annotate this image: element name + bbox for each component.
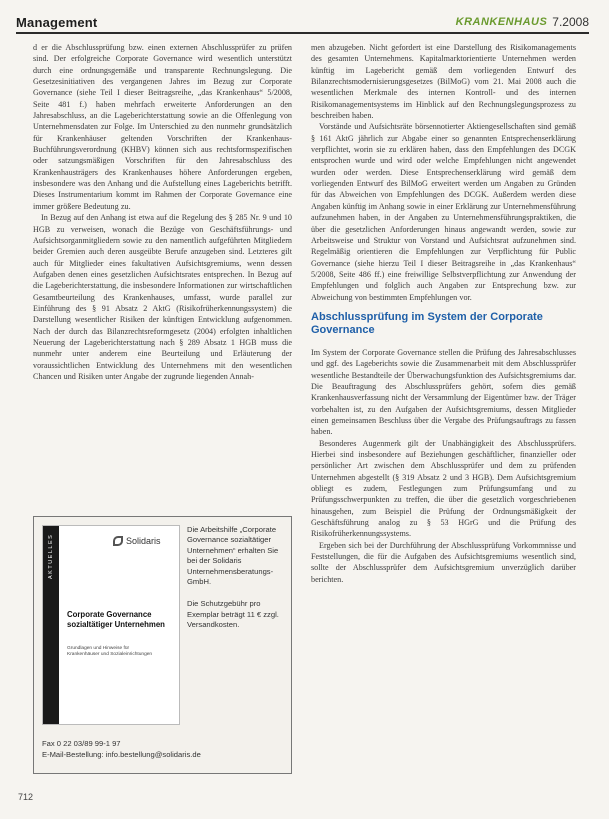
paragraph: In Bezug auf den Anhang ist etwa auf die Regelung des § 285 Nr. 9 und 10 HGB zu verweisen, wonach die Bezüge von Geschäftsführungs- und Aufsichtsorganmitgliedern sowie zu den namentlich aufgeführten Mitgliedern beider Gremien auch deren ausgeübte Berufe anzugeben sind. Letzteres gilt auch für Mitglieder eines fakultativen Aufsichtsgremiums, wenn dessen Aufgaben denen eines gesetzlichen Aufsichtsrates entsprechen. In Bezug auf die Lageberichterstattung, die insbesondere Informationen zur wirtschaftlichen Gesamtbeurteilung des Krankenhauses, umfasst, wurde parallel zur Einführung des § 91 Absatz 2 AktG (Risikofrüherkennungssystem) die Darstellung wesentlicher Risiken der künftigen Entwicklung aufgenommen. Nach der durch das Bilanzrechtsreformgesetz (2004) erfolgten inhaltlichen Neuerung der Lageberichterstattung nach § 289 Absatz 1 HGB muss die nunmehr unter anderem eine Beurteilung und Erläuterung der voraussichtlichen Entwicklung des Unternehmens mit den wesentlichen Chancen und Risiken unter Angabe der zugrunde liegenden Annah- <box>33 213 292 381</box>
ad-description-text: Die Arbeitshilfe „Corporate Governance sozialtätiger Unternehmen“ erhalten Sie bei der Solidaris Unternehmensberatungs-GmbH. <box>187 525 279 587</box>
issue-info <box>456 15 589 32</box>
paragraph: Im System der Corporate Governance stellen die Prüfung des Jahresabschlusses und ggf. des Lageberichts sowie die Zusammenarbeit mit dem Abschlussprüfer wesentliche Bestandteile der Überwachungsfunktion des Aufsichtsgremiums dar. Die Beauftragung des Abschlussprüfers gehört, sofern dies gemäß Krankenhausverfassung nicht der Versammlung der Eigentümer bzw. der Träger vorbehalten ist, zu den Aufgaben der Aufsichtsgremiums, dessen Mitglieder einen gemeinsamen Beschluss über die Vergabe des Prüfungsauftrags zu fassen haben. <box>311 347 576 437</box>
book-cover <box>42 525 180 725</box>
paragraph: Vorstände und Aufsichtsräte börsennotierter Aktiengesellschaften sind gemäß § 161 AktG jährlich zur Abgabe einer so genannten Entsprechenserklärung verpflichtet, worin sie zu erklären haben, dass den Empfehlungen des DCGK entsprochen wurde und wird oder welche Empfehlungen nicht angewendet wurden oder werden. Diese Entsprechenserklärung wird gemäß dem vorliegenden Entwurf des BilMoG erweitert werden um Angaben zu Gründen für das Abweichen von Empfehlungen des DCGK. Außerdem werden diese Angaben künftig im Anhang sowie in einer Erklärung zur Unternehmensführung aufzunehmen haben, in der Angaben zu Unternehmensführungspraktiken, die über die gesetzlichen Anforderungen hinaus angewandt werden, sowie zur Arbeitsweise und Struktur von Vorstand und Aufsichtsrat aufzunehmen sind. Regelmäßig orientieren die Empfehlungen zur Verpflichtung für Public Governance (siehe hierzu Teil I dieser Beitragsreihe in „das Krankenhaus“ 5/2008, Seite 486 ff.) eine freiwillige Selbstverpflichtung zur Anwendung der Empfehlungen und folglich auch Angaben zur Entsprechung bzw. zur Abweichung von bestimmten Empfehlungen vor. <box>311 122 576 302</box>
book-spine: AKTUELLES <box>43 526 59 724</box>
left-column <box>33 42 292 382</box>
solidaris-logo <box>113 536 161 546</box>
ad-contact <box>42 739 287 760</box>
right-column <box>311 42 576 585</box>
section-title: Management <box>16 15 98 30</box>
subheading: Abschlussprüfung im System der Corporate Governance <box>311 310 543 336</box>
paragraph: d er die Abschlussprüfung bzw. einen externen Abschlussprüfer zu prüfen sind. Der erfolgreiche Corporate Governance wird wesentlich unterstützt durch eine ordnungsgemäße und transparente Rechnungslegung. Die Gesetzesinitiativen des vergangenen Jahres im Bezug zur Corporate Governance (siehe Teil I dieser Beitragsreihe, „das Krankenhaus“ 5/2008, Seite 481 f.) haben mehrfach erweiterte Anforderungen an den Jahresabschluss, an die Lageberichterstattung sowie an die Offenlegung von Unternehmensdaten zur Folge. Im Unterschied zu den nunmehr grundsätzlich für Krankenhäuser geltenden Vorschriften der Krankenhaus-Buchführungsverordnung (KHBV) können sich aus rechtsformspezifischen oder satzungsmäßigen Vorschriften für den Jahresabschluss des Krankenhausträgers des Krankenhauses höhere Anforderungen ergeben, insbesondere was den Anhang und die Aufstellung eines Lageberichts betrifft. Dieses Instrumentarium kommt im Rahmen der Corporate Governance eine immer größere Bedeutung zu. <box>33 43 292 211</box>
ad-email: E-Mail-Bestellung: info.bestellung@solidaris.de <box>42 749 201 759</box>
ad-price: Die Schutzgebühr pro Exemplar beträgt 11 € zzgl. Versandkosten. <box>187 599 279 630</box>
page-header <box>16 10 589 34</box>
issue-number: 7.2008 <box>552 15 589 29</box>
magazine-logo: KRANKENHAUS <box>455 16 548 28</box>
ad-fax: Fax 0 22 03/89 99-1 97 <box>42 739 121 748</box>
paragraph: Ergeben sich bei der Durchführung der Abschlussprüfung Vorkommnisse und Feststellungen, die für die Aufgaben des Aufsichtsgremiums wesentlich sind, sollte der Abschlussprüfer dem Aufsichtsgremium unverzüglich darüber berichten. <box>311 540 576 584</box>
logo-text: Solidaris <box>126 536 161 546</box>
paragraph: men abzugeben. Nicht gefordert ist eine Darstellung des Risikomanagements des gesamten Unternehmens. Kapitalmarktorientierte Unternehmen werden künftig im Lagebericht gemäß dem vorliegenden Entwurf des Bilanzrechtsmodernisierungsgesetzes (BilMoG) vom 21. Mai 2008 auch die wesentlichen Merkmale des internen Kontroll- und des internen Risikomanagementsystems im Hinblick auf den Rechnungslegungsprozess zu beschreiben haben. <box>311 43 576 121</box>
book-title: Corporate Governance sozialtätiger Unternehmen <box>67 610 165 629</box>
logo-mark-icon <box>113 536 123 546</box>
ad-description <box>187 525 287 631</box>
page-number: 712 <box>18 792 34 802</box>
paragraph: Besonderes Augenmerk gilt der Unabhängigkeit des Abschlussprüfers. Hierbei sind insbesondere auf Beziehungen geschäftlicher, finanzieller oder persönlicher Art zwischen dem Abschlussprüfer und dem zu prüfenden Unternehmen abgestellt (§ 319 Absatz 2 und 3 HGB). Dem Aufsichtsgremium obliegt es zudem, Festlegungen zum Prüfungsumfang und zu Prüfungsschwerpunkten zu treffen, die über die gesetzlich vorgeschriebenen hinausgehen, zum Beispiel die Prüfung der Ordnungsmäßigkeit der Geschäftsführung analog zu § 53 HGrG und die Prüfung des Risikofrüherkennungssystems. <box>311 438 576 539</box>
book-subtitle: Grundlagen und Hinweise für Krankenhäuser und Sozialeinrichtungen <box>67 646 153 657</box>
advertisement-box <box>33 516 292 774</box>
